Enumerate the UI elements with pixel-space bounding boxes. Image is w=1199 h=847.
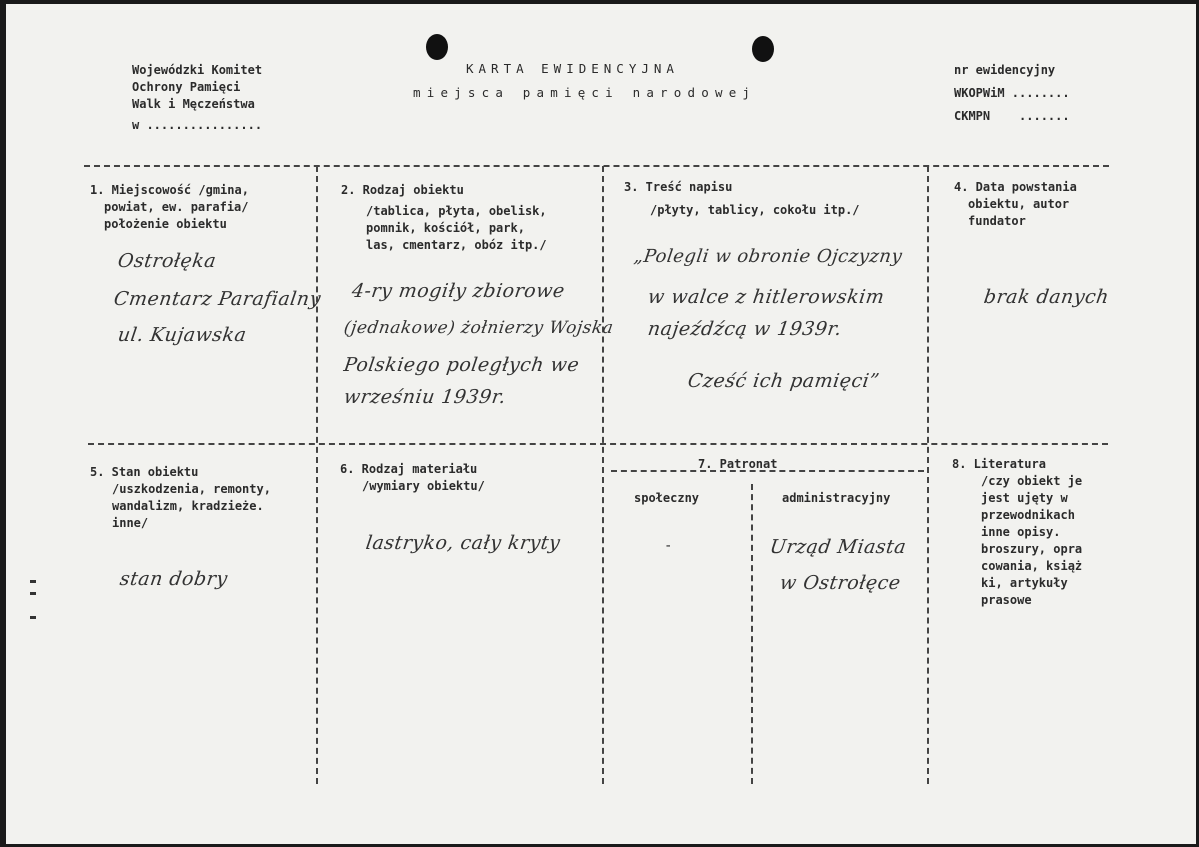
field-2-value: wrześniu 1939r. bbox=[342, 386, 508, 408]
field-3-value: najeźdźcą w 1939r. bbox=[646, 318, 844, 340]
label-line: inne/ bbox=[112, 516, 149, 530]
column-divider-2 bbox=[602, 166, 604, 784]
label-line: inne opisy. bbox=[981, 525, 1061, 539]
label-line: broszury, opra bbox=[981, 542, 1083, 556]
label-line: 5. Stan obiektu bbox=[90, 465, 199, 479]
field-4-label bbox=[954, 179, 1077, 230]
column-divider-1 bbox=[316, 166, 318, 784]
field-3-value: Cześć ich pamięci” bbox=[686, 370, 882, 392]
label-line: wandalizm, kradzieże. bbox=[112, 499, 264, 513]
registry-number-label: nr ewidencyjny bbox=[954, 63, 1056, 77]
label-line: /uszkodzenia, remonty, bbox=[112, 482, 271, 496]
label-line: las, cmentarz, obóz itp./ bbox=[366, 238, 547, 252]
label-line: 2. Rodzaj obiektu bbox=[341, 183, 464, 197]
label-line: położenie obiektu bbox=[104, 217, 227, 231]
field-2-value: 4-ry mogiły zbiorowe bbox=[350, 280, 567, 302]
label-line: obiektu, autor bbox=[968, 197, 1070, 211]
field-5-label bbox=[90, 464, 271, 532]
label-line: 1. Miejscowość /gmina, bbox=[90, 183, 249, 197]
wkopwim-field: WKOPWiM ........ bbox=[954, 86, 1070, 100]
field-8-label bbox=[952, 456, 1082, 609]
record-card bbox=[6, 4, 1196, 844]
patronat-admin-value: w Ostrołęce bbox=[778, 572, 903, 594]
field-1-value: Cmentarz Parafialny bbox=[112, 288, 323, 310]
ckmpn-field: CKMPN ....... bbox=[954, 109, 1070, 123]
field-5-value: stan dobry bbox=[118, 568, 230, 590]
edge-mark bbox=[30, 580, 36, 583]
patronat-social-value: - bbox=[664, 538, 673, 554]
label-line: ki, artykuły bbox=[981, 576, 1068, 590]
divider-top bbox=[84, 165, 1109, 167]
field-4-value: brak danych bbox=[982, 286, 1111, 308]
card-subtitle: miejsca pamięci narodowej bbox=[413, 85, 757, 100]
field-6-label bbox=[340, 461, 485, 495]
field-7-label: 7. Patronat bbox=[698, 457, 778, 471]
edge-mark bbox=[30, 592, 36, 595]
field-1-value: Ostrołęka bbox=[116, 250, 218, 272]
org-line: Ochrony Pamięci bbox=[132, 80, 241, 94]
card-title: KARTA EWIDENCYJNA bbox=[466, 61, 679, 76]
label-line: prasowe bbox=[981, 593, 1032, 607]
field-1-label bbox=[90, 182, 249, 233]
field-2-label bbox=[341, 182, 547, 254]
label-line: 3. Treść napisu bbox=[624, 180, 733, 194]
patronat-admin-label: administracyjny bbox=[782, 491, 891, 505]
registry-block bbox=[954, 62, 1070, 125]
field-1-value: ul. Kujawska bbox=[116, 324, 249, 346]
label-line: powiat, ew. parafia/ bbox=[104, 200, 249, 214]
label-line: 4. Data powstania bbox=[954, 180, 1077, 194]
column-divider-3 bbox=[927, 166, 929, 784]
label-line: /wymiary obiektu/ bbox=[362, 479, 485, 493]
patronat-column-divider bbox=[751, 484, 753, 784]
label-line: 8. Literatura bbox=[952, 457, 1046, 471]
label-line: 6. Rodzaj materiału bbox=[340, 462, 478, 476]
label-line: jest ujęty w bbox=[981, 491, 1068, 505]
patronat-social-label: społeczny bbox=[634, 491, 700, 505]
field-2-value: Polskiego poległych we bbox=[342, 354, 581, 376]
field-3-label bbox=[624, 179, 860, 219]
patronat-admin-value: Urząd Miasta bbox=[768, 536, 908, 558]
divider-middle bbox=[88, 443, 1108, 445]
label-line: /tablica, płyta, obelisk, bbox=[366, 204, 547, 218]
field-2-value: (jednakowe) żołnierzy Wojska bbox=[342, 318, 615, 338]
edge-mark bbox=[30, 616, 36, 619]
field-3-value: „Polegli w obronie Ojczyzny bbox=[632, 246, 904, 267]
label-line: /płyty, tablicy, cokołu itp./ bbox=[650, 203, 860, 217]
label-line: fundator bbox=[968, 214, 1026, 228]
label-line: przewodnikach bbox=[981, 508, 1075, 522]
label-line: cowania, książ bbox=[981, 559, 1083, 573]
punch-hole-right bbox=[752, 36, 774, 62]
label-line: pomnik, kościół, park, bbox=[366, 221, 525, 235]
punch-hole-left bbox=[426, 34, 448, 60]
org-line: Wojewódzki Komitet bbox=[132, 63, 263, 77]
org-line: Walk i Męczeństwa bbox=[132, 97, 255, 111]
label-line: /czy obiekt je bbox=[981, 474, 1083, 488]
field-3-value: w walce z hitlerowskim bbox=[646, 286, 886, 308]
organization-block bbox=[132, 62, 262, 134]
field-6-value: lastryko, cały kryty bbox=[364, 532, 562, 554]
org-line: w ................ bbox=[132, 118, 263, 132]
